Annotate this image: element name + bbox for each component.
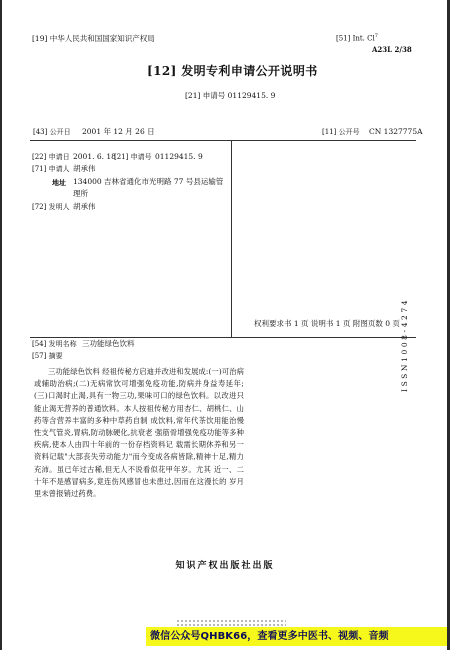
page-frame-left [0,0,2,650]
filing-date-label: [22] 申请日 [32,153,70,161]
publication-date-label: [43] 公开日 [33,128,71,136]
invention-title-label: [54] 发明名称 [32,340,77,348]
separator-top [30,140,416,141]
applicant-label: [71] 申请人 [32,165,70,173]
issn-side-text: ISSN1008-4274 [400,297,409,392]
address-label: 地址 [52,178,66,187]
publication-number-label: [11] 公开号 [322,128,360,136]
page-count-summary: 权利要求书 1 页 说明书 1 页 附图页数 0 页 [254,319,400,328]
applicant-value: 胡承伟 [73,164,96,173]
filing-date-value: 2001. 6. 18 [73,152,116,161]
address-line-1: 134000 吉林省通化市光明路 77 号县运输管 [73,177,224,186]
inventor-value: 胡承伟 [73,202,96,211]
publication-number-value: CN 1327775A [369,127,423,136]
application-number-value: 01129415. 9 [155,152,203,161]
publication-date-value: 2001 年 12 月 26 日 [82,127,155,136]
patent-office-name: [19] 中华人民共和国国家知识产权局 [32,34,155,43]
address-line-2: 理所 [73,189,88,198]
intcl-value: A23L 2/38 [372,45,412,54]
footer-banner [146,627,447,646]
inventor-label: [72] 发明人 [32,203,70,211]
column-divider [231,140,232,337]
invention-title-value: 三功能绿色饮料 [82,339,135,348]
publisher-line: 知识产权出版社出版 [175,561,275,571]
footer-banner-text: 微信公众号QHBK66，查看更多中医书、视频、音频 [150,631,389,642]
intcl-label: [51] Int. Cl$^7$ [336,33,378,43]
abstract-label: [57] 摘要 [32,352,63,360]
document-title: [12] 发明专利申请公开说明书 [147,64,318,78]
abstract-text: 三功能绿色饮料 经祖传秘方启迪并改进和发展成:(一)可治病或辅助治病;(二)无病常饮可增强免疫功能,防病并身益寿延年;(三)口渴时止渴,具有一物三功,果味可口的绿色饮料。以改进只能止渴无营养的普通饮料。本人按祖传秘方用杏仁、胡桃仁、山药等含营养丰富的多种中草药自制 成饮料,常年代茶饮用能治慢性支气管炎,胃病,防动脉硬化,抗衰老 强筋骨增强免疫功能等多种疾病,使本人由四十年前的一份存档资料记 载需长期休养和另一资料记载"大部丧失劳动能力"而今变成各病皆除,精神十足,精力充沛。虽已年过古稀,但无人不说看似花甲年岁。尤其 近一、二十年不是感冒病多,竟连伤风感冒也未患过,因而在这漫长的 岁月里未曾报销过药费。 [34,367,244,499]
footer-dot-pattern [176,619,286,627]
application-number-label: [21] 申请号 [114,153,152,161]
separator-mid [30,337,416,338]
application-number-header: [21] 申请号 01129415. 9 [185,91,276,100]
